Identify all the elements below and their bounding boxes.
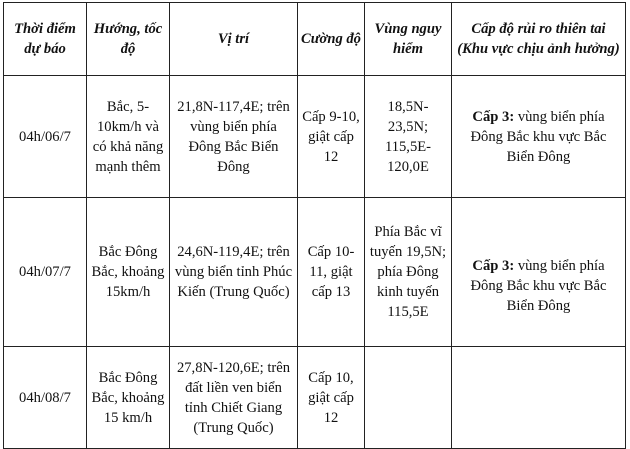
cell-direction: Bắc Đông Bắc, khoảng 15km/h	[87, 198, 170, 347]
cell-risk	[452, 198, 626, 347]
cell-time: 04h/08/7	[4, 347, 87, 449]
risk-area: vùng biển phía Đông Bắc khu vực Bắc Biển Đông	[470, 258, 607, 314]
cell-intensity: Cấp 10-11, giật cấp 13	[298, 198, 365, 347]
forecast-table	[3, 2, 626, 449]
cell-position: 27,8N-120,6E; trên đất liền ven biển tỉnh Chiết Giang (Trung Quốc)	[170, 347, 298, 449]
table-row	[4, 76, 626, 198]
cell-risk	[452, 347, 626, 449]
cell-danger-zone: 18,5N-23,5N; 115,5E-120,0E	[365, 76, 452, 198]
cell-intensity: Cấp 10, giật cấp 12	[298, 347, 365, 449]
header-intensity: Cường độ	[298, 3, 365, 76]
cell-time: 04h/07/7	[4, 198, 87, 347]
header-direction: Hướng, tốc độ	[87, 3, 170, 76]
cell-intensity: Cấp 9-10, giật cấp 12	[298, 76, 365, 198]
header-row	[4, 3, 626, 76]
risk-level: Cấp 3:	[472, 108, 515, 125]
cell-direction: Bắc Đông Bắc, khoảng 15 km/h	[87, 347, 170, 449]
header-position: Vị trí	[170, 3, 298, 76]
header-time: Thời điểm dự báo	[4, 3, 87, 76]
cell-direction: Bắc, 5-10km/h và có khả năng mạnh thêm	[87, 76, 170, 198]
cell-risk	[452, 76, 626, 198]
cell-position: 21,8N-117,4E; trên vùng biển phía Đông Bắc Biển Đông	[170, 76, 298, 198]
header-danger-zone: Vùng nguy hiểm	[365, 3, 452, 76]
risk-level: Cấp 3:	[472, 258, 515, 274]
risk-area: vùng biển phía Đông Bắc khu vực Bắc Biển Đông	[470, 108, 607, 165]
cell-position: 24,6N-119,4E; trên vùng biển tỉnh Phúc Kiến (Trung Quốc)	[170, 198, 298, 347]
table-row	[4, 198, 626, 347]
cell-danger-zone	[365, 347, 452, 449]
cell-time: 04h/06/7	[4, 76, 87, 198]
header-risk: Cấp độ rủi ro thiên tai (Khu vực chịu ảnh hưởng)	[452, 3, 626, 76]
cell-danger-zone: Phía Bắc vĩ tuyến 19,5N; phía Đông kinh tuyến 115,5E	[365, 198, 452, 347]
table-row	[4, 347, 626, 449]
